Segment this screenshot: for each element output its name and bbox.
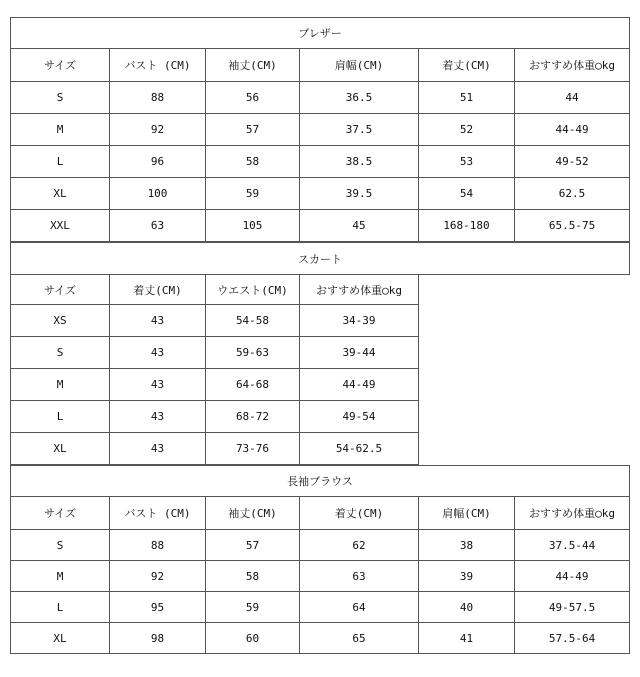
header-cell: おすすめ体重◯kg (300, 275, 419, 305)
table-cell: 39.5 (300, 178, 419, 210)
table-cell: 37.5-44 (515, 530, 630, 561)
table-cell: 54 (419, 178, 515, 210)
table-row (11, 210, 630, 242)
header-cell: バスト (CM) (110, 49, 206, 82)
table-cell: XL (11, 623, 110, 654)
table-cell: 105 (206, 210, 300, 242)
table-cell: 68-72 (206, 401, 300, 433)
table-cell: S (11, 82, 110, 114)
blank-area (419, 433, 630, 465)
table-cell: 49-52 (515, 146, 630, 178)
table-cell: 44-49 (515, 561, 630, 592)
table-cell: 41 (419, 623, 515, 654)
header-cell: おすすめ体重◯kg (515, 49, 630, 82)
table-cell: 64-68 (206, 369, 300, 401)
header-cell: バスト (CM) (110, 497, 206, 530)
table-cell: 38 (419, 530, 515, 561)
table-row (11, 82, 630, 114)
table-row (11, 433, 630, 465)
table-cell: S (11, 530, 110, 561)
table-cell: S (11, 337, 110, 369)
skirt-title: スカート (11, 243, 630, 275)
blank-area (419, 369, 630, 401)
blank-area (419, 305, 630, 337)
table-cell: 100 (110, 178, 206, 210)
table-row (11, 305, 630, 337)
blazer-size-table (10, 17, 630, 242)
header-cell: ウエスト(CM) (206, 275, 300, 305)
table-cell: 88 (110, 82, 206, 114)
blouse-size-table (10, 465, 630, 654)
table-row (11, 337, 630, 369)
header-cell: 袖丈(CM) (206, 497, 300, 530)
table-cell: 38.5 (300, 146, 419, 178)
table-row (11, 146, 630, 178)
table-cell: XL (11, 433, 110, 465)
table-cell: 43 (110, 433, 206, 465)
table-cell: 57.5-64 (515, 623, 630, 654)
table-cell: 44-49 (515, 114, 630, 146)
table-cell: 39-44 (300, 337, 419, 369)
table-cell: 88 (110, 530, 206, 561)
table-cell: 60 (206, 623, 300, 654)
table-cell: 65 (300, 623, 419, 654)
header-cell: 肩幅(CM) (419, 497, 515, 530)
table-cell: 43 (110, 401, 206, 433)
table-cell: 92 (110, 561, 206, 592)
table-cell: XS (11, 305, 110, 337)
table-cell: 64 (300, 592, 419, 623)
header-cell: サイズ (11, 49, 110, 82)
table-row (11, 530, 630, 561)
table-cell: 63 (300, 561, 419, 592)
header-cell: 着丈(CM) (110, 275, 206, 305)
table-cell: 45 (300, 210, 419, 242)
table-cell: 58 (206, 561, 300, 592)
table-cell: 37.5 (300, 114, 419, 146)
table-cell: 43 (110, 305, 206, 337)
table-row (11, 369, 630, 401)
table-cell: 36.5 (300, 82, 419, 114)
table-cell: 73-76 (206, 433, 300, 465)
table-cell: XXL (11, 210, 110, 242)
header-cell: 肩幅(CM) (300, 49, 419, 82)
table-cell: 59 (206, 178, 300, 210)
table-cell: 44-49 (300, 369, 419, 401)
table-cell: 62.5 (515, 178, 630, 210)
table-cell: 63 (110, 210, 206, 242)
table-cell: 51 (419, 82, 515, 114)
table-cell: 65.5-75 (515, 210, 630, 242)
table-cell: 58 (206, 146, 300, 178)
blank-area (419, 337, 630, 369)
table-cell: 44 (515, 82, 630, 114)
table-cell: 98 (110, 623, 206, 654)
blouse-title: 長袖ブラウス (11, 466, 630, 497)
table-row (11, 178, 630, 210)
table-cell: 56 (206, 82, 300, 114)
table-cell: 43 (110, 369, 206, 401)
table-row (11, 401, 630, 433)
table-cell: 59-63 (206, 337, 300, 369)
table-cell: 49-54 (300, 401, 419, 433)
table-cell: L (11, 146, 110, 178)
table-cell: 39 (419, 561, 515, 592)
table-cell: 59 (206, 592, 300, 623)
table-cell: 40 (419, 592, 515, 623)
table-cell: 52 (419, 114, 515, 146)
table-row (11, 561, 630, 592)
table-cell: XL (11, 178, 110, 210)
blank-area (419, 401, 630, 433)
skirt-size-table (10, 242, 630, 465)
table-cell: 49-57.5 (515, 592, 630, 623)
table-cell: M (11, 561, 110, 592)
table-cell: 96 (110, 146, 206, 178)
blank-area (419, 275, 630, 305)
table-cell: 92 (110, 114, 206, 146)
table-cell: 57 (206, 530, 300, 561)
table-cell: 168-180 (419, 210, 515, 242)
table-cell: L (11, 592, 110, 623)
table-row (11, 623, 630, 654)
table-cell: 57 (206, 114, 300, 146)
table-cell: 53 (419, 146, 515, 178)
header-cell: 着丈(CM) (300, 497, 419, 530)
header-cell: サイズ (11, 275, 110, 305)
table-cell: M (11, 114, 110, 146)
table-cell: 54-58 (206, 305, 300, 337)
header-cell: 着丈(CM) (419, 49, 515, 82)
header-cell: おすすめ体重◯kg (515, 497, 630, 530)
table-cell: 43 (110, 337, 206, 369)
table-cell: 95 (110, 592, 206, 623)
table-cell: 62 (300, 530, 419, 561)
table-cell: 54-62.5 (300, 433, 419, 465)
table-row (11, 592, 630, 623)
header-cell: 袖丈(CM) (206, 49, 300, 82)
blazer-title: ブレザー (11, 18, 630, 49)
table-cell: L (11, 401, 110, 433)
table-cell: 34-39 (300, 305, 419, 337)
table-cell: M (11, 369, 110, 401)
header-cell: サイズ (11, 497, 110, 530)
table-row (11, 114, 630, 146)
